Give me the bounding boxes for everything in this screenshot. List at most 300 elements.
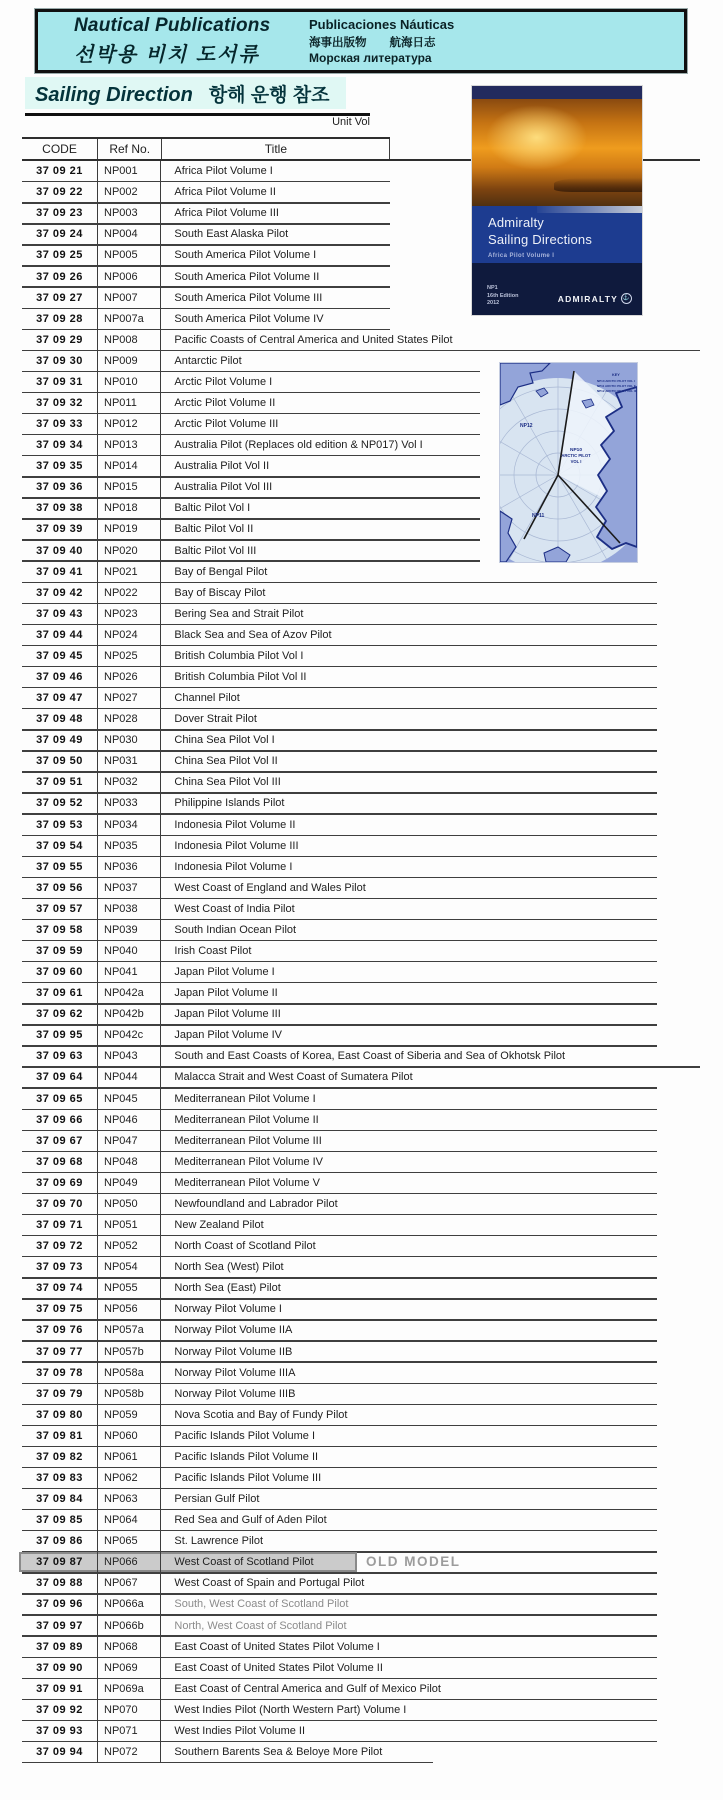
table-row — [22, 1510, 565, 1531]
code-cell: 37 09 43 — [22, 603, 98, 624]
code-cell: 37 09 78 — [22, 1362, 98, 1383]
table-row — [22, 477, 565, 498]
code-cell: 37 09 76 — [22, 1320, 98, 1341]
code-cell: 37 09 79 — [22, 1383, 98, 1404]
code-cell: 37 09 50 — [22, 751, 98, 772]
table-row — [22, 1594, 565, 1615]
table-row — [22, 1257, 565, 1278]
code-cell: 37 09 46 — [22, 666, 98, 687]
title-cell: Indonesia Pilot Volume II — [174, 818, 296, 831]
title-cell: Arctic Pilot Volume II — [174, 396, 276, 409]
ref-cell: NP048 — [98, 1151, 161, 1172]
table-row — [22, 1025, 565, 1046]
table-row — [22, 456, 565, 477]
table-row — [22, 371, 565, 392]
table-row — [22, 1320, 565, 1341]
table-row — [22, 540, 565, 561]
code-cell: 37 09 36 — [22, 477, 98, 498]
title-cell: Antarctic Pilot — [174, 354, 242, 367]
ref-cell: NP007 — [98, 287, 161, 308]
ref-cell: NP037 — [98, 877, 161, 898]
title-cell: Persian Gulf Pilot — [174, 1493, 260, 1506]
title-cell: Pacific Islands Pilot Volume III — [174, 1471, 322, 1484]
book-cover-brand — [558, 293, 632, 304]
map-label-np12: NP12 — [520, 423, 533, 429]
title-cell: Indonesia Pilot Volume III — [174, 839, 299, 852]
ref-cell: NP019 — [98, 519, 161, 540]
table-row — [22, 1151, 565, 1172]
book-cover-np-number: NP1 — [487, 284, 498, 291]
map-key-row-2: NP11 ARCTIC PILOT VOL II — [597, 384, 636, 388]
table-row — [22, 1636, 565, 1657]
admiralty-brand-text: ADMIRALTY — [557, 293, 618, 304]
ref-cell: NP021 — [98, 561, 161, 582]
ref-cell: NP050 — [98, 1193, 161, 1214]
table-row — [22, 1573, 565, 1594]
code-cell: 37 09 63 — [22, 1046, 98, 1067]
code-cell: 37 09 65 — [22, 1088, 98, 1109]
title-cell: Australia Pilot (Replaces old edition & NP017) Vol I — [174, 439, 423, 452]
code-cell: 37 09 44 — [22, 624, 98, 645]
title-cell: Africa Pilot Volume I — [174, 165, 273, 178]
ref-cell: NP007a — [98, 308, 161, 329]
book-cover-headland — [554, 178, 642, 192]
table-row — [22, 1467, 565, 1488]
code-cell: 37 09 30 — [22, 350, 98, 371]
ref-cell: NP057a — [98, 1320, 161, 1341]
title-cell: Japan Pilot Volume II — [174, 987, 278, 1000]
code-cell: 37 09 87 — [22, 1552, 98, 1573]
table-row — [22, 856, 565, 877]
title-cell: Southern Barents Sea & Beloye More Pilot — [174, 1745, 383, 1758]
code-cell: 37 09 72 — [22, 1236, 98, 1257]
ref-cell: NP012 — [98, 414, 161, 435]
title-cell: North Coast of Scotland Pilot — [174, 1240, 316, 1253]
ref-cell: NP020 — [98, 540, 161, 561]
table-row — [22, 835, 565, 856]
code-cell: 37 09 89 — [22, 1636, 98, 1657]
pilot-table-body — [22, 161, 565, 1763]
title-cell: Japan Pilot Volume I — [174, 966, 275, 979]
title-cell: Philippine Islands Pilot — [174, 797, 285, 810]
code-cell: 37 09 94 — [22, 1741, 98, 1762]
code-cell: 37 09 62 — [22, 1004, 98, 1025]
code-cell: 37 09 39 — [22, 519, 98, 540]
code-cell: 37 09 64 — [22, 1067, 98, 1088]
table-row — [22, 1341, 565, 1362]
title-cell: Arctic Pilot Volume III — [174, 418, 279, 431]
code-cell: 37 09 82 — [22, 1446, 98, 1467]
title-cell: South East Alaska Pilot — [174, 228, 289, 241]
code-cell: 37 09 25 — [22, 245, 98, 266]
table-row — [22, 1657, 565, 1678]
title-cell: Mediterranean Pilot Volume III — [174, 1134, 322, 1147]
title-cell: East Coast of United States Pilot Volume II — [174, 1661, 383, 1674]
title-cell: West Coast of Spain and Portugal Pilot — [174, 1577, 365, 1590]
arctic-pilot-map-image — [500, 363, 637, 562]
table-row — [22, 1489, 565, 1510]
header-title-es: Publicaciones Náuticas — [309, 17, 455, 32]
ref-cell: NP043 — [98, 1046, 161, 1067]
book-cover-bottom-panel — [472, 263, 642, 315]
code-cell: 37 09 83 — [22, 1467, 98, 1488]
table-row — [22, 983, 565, 1004]
table-row — [22, 1425, 565, 1446]
table-row — [22, 1615, 565, 1636]
ref-cell: NP061 — [98, 1446, 161, 1467]
code-cell: 37 09 42 — [22, 582, 98, 603]
code-cell: 37 09 22 — [22, 182, 98, 203]
title-cell: Africa Pilot Volume III — [174, 207, 279, 220]
ref-cell: NP052 — [98, 1236, 161, 1257]
ref-cell: NP069a — [98, 1678, 161, 1699]
ref-cell: NP013 — [98, 435, 161, 456]
code-cell: 37 09 34 — [22, 435, 98, 456]
code-cell: 37 09 23 — [22, 203, 98, 224]
ref-cell: NP026 — [98, 666, 161, 687]
code-cell: 37 09 69 — [22, 1172, 98, 1193]
title-cell: Norway Pilot Volume IIB — [174, 1345, 293, 1358]
table-row — [22, 1699, 565, 1720]
ref-cell: NP047 — [98, 1130, 161, 1151]
title-cell: Black Sea and Sea of Azov Pilot — [174, 628, 332, 641]
title-cell: Malacca Strait and West Coast of Sumatera Pilot — [174, 1071, 413, 1084]
code-cell: 37 09 93 — [22, 1720, 98, 1741]
table-row — [22, 1046, 565, 1067]
table-row — [22, 898, 565, 919]
arctic-pilot-map — [500, 363, 637, 562]
ref-cell: NP005 — [98, 245, 161, 266]
title-cell: Norway Pilot Volume IIIB — [174, 1387, 296, 1400]
ref-cell: NP049 — [98, 1172, 161, 1193]
title-cell: South America Pilot Volume IV — [174, 312, 324, 325]
table-row — [22, 1678, 565, 1699]
code-cell: 37 09 61 — [22, 983, 98, 1004]
header-box — [35, 9, 687, 73]
ref-cell: NP066a — [98, 1594, 161, 1615]
title-cell: South America Pilot Volume I — [174, 249, 317, 262]
code-cell: 37 09 32 — [22, 392, 98, 413]
table-row — [22, 1404, 565, 1425]
code-cell: 37 09 35 — [22, 456, 98, 477]
column-header-code: CODE — [22, 139, 98, 160]
ref-cell: NP023 — [98, 603, 161, 624]
table-row — [22, 1130, 565, 1151]
code-cell: 37 09 80 — [22, 1404, 98, 1425]
header-title-en: Nautical Publications — [74, 15, 271, 36]
title-cell: Bering Sea and Strait Pilot — [174, 607, 304, 620]
ref-cell: NP008 — [98, 329, 161, 350]
code-cell: 37 09 96 — [22, 1594, 98, 1615]
book-cover-blue-band — [472, 206, 642, 263]
table-row — [22, 919, 565, 940]
title-cell: Australia Pilot Vol II — [174, 460, 270, 473]
code-cell: 37 09 84 — [22, 1489, 98, 1510]
admiralty-anchor-logo-icon: ⚓ — [621, 293, 632, 304]
ref-cell: NP071 — [98, 1720, 161, 1741]
table-row — [22, 1067, 565, 1088]
table-row — [22, 1278, 565, 1299]
ref-cell: NP027 — [98, 688, 161, 709]
header-title-ko: 선박용 비치 도서류 — [74, 44, 260, 66]
ref-cell: NP045 — [98, 1088, 161, 1109]
table-row — [22, 666, 565, 687]
table-row — [22, 435, 565, 456]
ref-cell: NP002 — [98, 182, 161, 203]
code-cell: 37 09 28 — [22, 308, 98, 329]
book-cover-top-strip — [472, 86, 642, 99]
code-cell: 37 09 56 — [22, 877, 98, 898]
table-row — [22, 1172, 565, 1193]
table-row — [22, 1215, 565, 1236]
ref-cell: NP011 — [98, 392, 161, 413]
title-cell: East Coast of Central America and Gulf of Mexico Pilot — [174, 1682, 441, 1695]
code-cell: 37 09 47 — [22, 688, 98, 709]
ref-cell: NP068 — [98, 1636, 161, 1657]
title-cell: West Coast of Scotland Pilot — [174, 1556, 314, 1569]
title-cell: South America Pilot Volume II — [174, 270, 320, 283]
code-cell: 37 09 31 — [22, 371, 98, 392]
title-cell: Indonesia Pilot Volume I — [174, 860, 293, 873]
ref-cell: NP042b — [98, 1004, 161, 1025]
title-cell: Mediterranean Pilot Volume I — [174, 1092, 316, 1105]
book-cover-image — [472, 86, 642, 315]
table-row — [22, 582, 565, 603]
title-cell: Mediterranean Pilot Volume IV — [174, 1155, 323, 1168]
code-cell: 37 09 29 — [22, 329, 98, 350]
ref-cell: NP024 — [98, 624, 161, 645]
table-row — [22, 962, 565, 983]
section-title — [25, 77, 370, 116]
unit-label: Unit Vol — [332, 116, 370, 128]
code-cell: 37 09 66 — [22, 1109, 98, 1130]
table-row — [22, 603, 565, 624]
table-row — [22, 498, 565, 519]
code-cell: 37 09 38 — [22, 498, 98, 519]
ref-cell: NP063 — [98, 1489, 161, 1510]
ref-cell: NP033 — [98, 793, 161, 814]
ref-cell: NP003 — [98, 203, 161, 224]
table-row — [22, 329, 565, 350]
book-cover-silver-strip — [537, 206, 642, 213]
ref-cell: NP014 — [98, 456, 161, 477]
title-cell: West Indies Pilot (North Western Part) Volume I — [174, 1703, 407, 1716]
title-cell: China Sea Pilot Vol II — [174, 755, 278, 768]
title-cell: North Sea (West) Pilot — [174, 1261, 284, 1274]
ref-cell: NP042c — [98, 1025, 161, 1046]
ref-cell: NP067 — [98, 1573, 161, 1594]
ref-cell: NP025 — [98, 645, 161, 666]
map-label-np11: NP11 — [532, 513, 545, 519]
section-title-en: Sailing Direction — [35, 84, 193, 106]
code-cell: 37 09 27 — [22, 287, 98, 308]
header-title-ru: Морская литература — [309, 51, 432, 65]
title-cell: Japan Pilot Volume IV — [174, 1029, 283, 1042]
ref-cell: NP041 — [98, 962, 161, 983]
map-label-np10-line3: VOL I — [570, 459, 582, 464]
title-cell: South America Pilot Volume III — [174, 291, 323, 304]
section-title-ko: 항해 운행 참조 — [208, 85, 330, 106]
ref-cell: NP066b — [98, 1615, 161, 1636]
ref-cell: NP064 — [98, 1510, 161, 1531]
table-row — [22, 414, 565, 435]
code-cell: 37 09 49 — [22, 730, 98, 751]
title-cell: British Columbia Pilot Vol II — [174, 671, 307, 683]
table-row — [22, 1720, 565, 1741]
title-cell: North Sea (East) Pilot — [174, 1282, 281, 1295]
ref-cell: NP022 — [98, 582, 161, 603]
column-header-ref: Ref No. — [98, 139, 162, 160]
code-cell: 37 09 21 — [22, 161, 98, 182]
code-cell: 37 09 75 — [22, 1299, 98, 1320]
table-row — [22, 350, 565, 371]
code-cell: 37 09 55 — [22, 856, 98, 877]
header-translations — [309, 12, 454, 70]
code-cell: 37 09 88 — [22, 1573, 98, 1594]
ref-cell: NP031 — [98, 751, 161, 772]
ref-cell: NP062 — [98, 1467, 161, 1488]
table-row — [22, 561, 565, 582]
title-cell: Mediterranean Pilot Volume V — [174, 1176, 320, 1189]
ref-cell: NP051 — [98, 1215, 161, 1236]
title-cell: Bay of Biscay Pilot — [174, 586, 266, 599]
code-cell: 37 09 92 — [22, 1699, 98, 1720]
ref-cell: NP058a — [98, 1362, 161, 1383]
old-model-label: OLD MODEL — [366, 1554, 461, 1570]
code-cell: 37 09 60 — [22, 962, 98, 983]
book-cover-title-line1: Admiralty — [488, 215, 544, 230]
title-cell: China Sea Pilot Vol I — [174, 734, 275, 747]
ref-cell: NP039 — [98, 919, 161, 940]
ref-cell: NP059 — [98, 1404, 161, 1425]
title-cell: St. Lawrence Pilot — [174, 1535, 264, 1548]
ref-cell: NP004 — [98, 224, 161, 245]
title-cell: Red Sea and Gulf of Aden Pilot — [174, 1514, 327, 1527]
ref-cell: NP034 — [98, 814, 161, 835]
ref-cell: NP044 — [98, 1067, 161, 1088]
header-title-zh: 海事出版物 航海日志 — [309, 37, 436, 49]
table-row — [22, 1741, 565, 1762]
title-cell: New Zealand Pilot — [174, 1219, 264, 1232]
title-cell: Africa Pilot Volume II — [174, 186, 276, 199]
title-cell: Australia Pilot Vol III — [174, 481, 273, 494]
ref-cell: NP054 — [98, 1257, 161, 1278]
ref-cell: NP066 — [98, 1552, 161, 1573]
book-cover-edition: 16th Edition — [487, 292, 519, 299]
table-row — [22, 793, 565, 814]
ref-cell: NP057b — [98, 1341, 161, 1362]
title-cell: Nova Scotia and Bay of Fundy Pilot — [174, 1408, 348, 1421]
table-row — [22, 1383, 565, 1404]
title-cell: Channel Pilot — [174, 692, 240, 705]
table-row — [22, 751, 565, 772]
row-separator — [22, 1762, 433, 1763]
ref-cell: NP015 — [98, 477, 161, 498]
code-cell: 37 09 52 — [22, 793, 98, 814]
table-row — [22, 1109, 565, 1130]
code-cell: 37 09 85 — [22, 1510, 98, 1531]
table-row — [22, 877, 565, 898]
ref-cell: NP042a — [98, 983, 161, 1004]
table-row — [22, 1088, 565, 1109]
book-cover-subtitle: Africa Pilot Volume I — [488, 252, 555, 259]
ref-cell: NP028 — [98, 709, 161, 730]
code-cell: 37 09 41 — [22, 561, 98, 582]
title-cell: Irish Coast Pilot — [174, 945, 252, 958]
code-cell: 37 09 26 — [22, 266, 98, 287]
code-cell: 37 09 58 — [22, 919, 98, 940]
book-cover-sunset-photo — [472, 99, 642, 206]
code-cell: 37 09 51 — [22, 772, 98, 793]
map-key-row-3: NP12 ARCTIC PILOT VOL III — [597, 389, 637, 393]
ref-cell: NP030 — [98, 730, 161, 751]
header-left — [38, 12, 309, 70]
title-cell: Norway Pilot Volume I — [174, 1303, 282, 1316]
code-cell: 37 09 86 — [22, 1531, 98, 1552]
title-cell: Japan Pilot Volume III — [174, 1008, 281, 1021]
table-row — [22, 940, 565, 961]
ref-cell: NP001 — [98, 161, 161, 182]
code-cell: 37 09 24 — [22, 224, 98, 245]
title-cell: Mediterranean Pilot Volume II — [174, 1113, 319, 1126]
code-cell: 37 09 40 — [22, 540, 98, 561]
ref-cell: NP046 — [98, 1109, 161, 1130]
table-row — [22, 519, 565, 540]
code-cell: 37 09 81 — [22, 1425, 98, 1446]
table-row — [22, 688, 565, 709]
map-key-header: KEY — [612, 373, 620, 377]
table-row — [22, 1531, 565, 1552]
code-cell: 37 09 77 — [22, 1341, 98, 1362]
code-cell: 37 09 54 — [22, 835, 98, 856]
title-cell: Bay of Bengal Pilot — [174, 565, 268, 578]
title-cell: North, West Coast of Scotland Pilot — [174, 1619, 347, 1632]
ref-cell: NP032 — [98, 772, 161, 793]
table-row — [22, 645, 565, 666]
title-cell: East Coast of United States Pilot Volume I — [174, 1640, 380, 1653]
code-cell: 37 09 48 — [22, 709, 98, 730]
title-cell: West Coast of England and Wales Pilot — [174, 881, 366, 894]
ref-cell: NP072 — [98, 1741, 161, 1762]
book-cover-edition-block — [487, 285, 518, 308]
column-header-title: Title — [162, 139, 390, 160]
ref-cell: NP040 — [98, 940, 161, 961]
table-row — [22, 624, 565, 645]
ref-cell: NP060 — [98, 1425, 161, 1446]
title-cell: Pacific Coasts of Central America and United States Pilot — [174, 333, 453, 346]
table-row — [22, 1362, 565, 1383]
code-cell: 37 09 71 — [22, 1215, 98, 1236]
title-cell: Arctic Pilot Volume I — [174, 375, 273, 388]
title-cell: Pacific Islands Pilot Volume I — [174, 1429, 316, 1442]
code-cell: 37 09 95 — [22, 1025, 98, 1046]
title-cell: South Indian Ocean Pilot — [174, 923, 297, 936]
title-cell: South, West Coast of Scotland Pilot — [174, 1598, 349, 1611]
title-cell: Norway Pilot Volume IIIA — [174, 1366, 296, 1379]
ref-cell: NP065 — [98, 1531, 161, 1552]
code-cell: 37 09 73 — [22, 1257, 98, 1278]
table-row — [22, 814, 565, 835]
book-cover-year: 2012 — [487, 300, 500, 307]
title-cell: Baltic Pilot Vol I — [174, 502, 251, 515]
ref-cell: NP069 — [98, 1657, 161, 1678]
ref-cell: NP070 — [98, 1699, 161, 1720]
code-cell: 37 09 59 — [22, 940, 98, 961]
title-cell: Baltic Pilot Vol II — [174, 523, 254, 536]
title-cell: South and East Coasts of Korea, East Coast of Siberia and Sea of Okhotsk Pilot — [174, 1050, 566, 1063]
title-cell: China Sea Pilot Vol III — [174, 776, 281, 789]
section-title-highlight — [25, 77, 346, 109]
